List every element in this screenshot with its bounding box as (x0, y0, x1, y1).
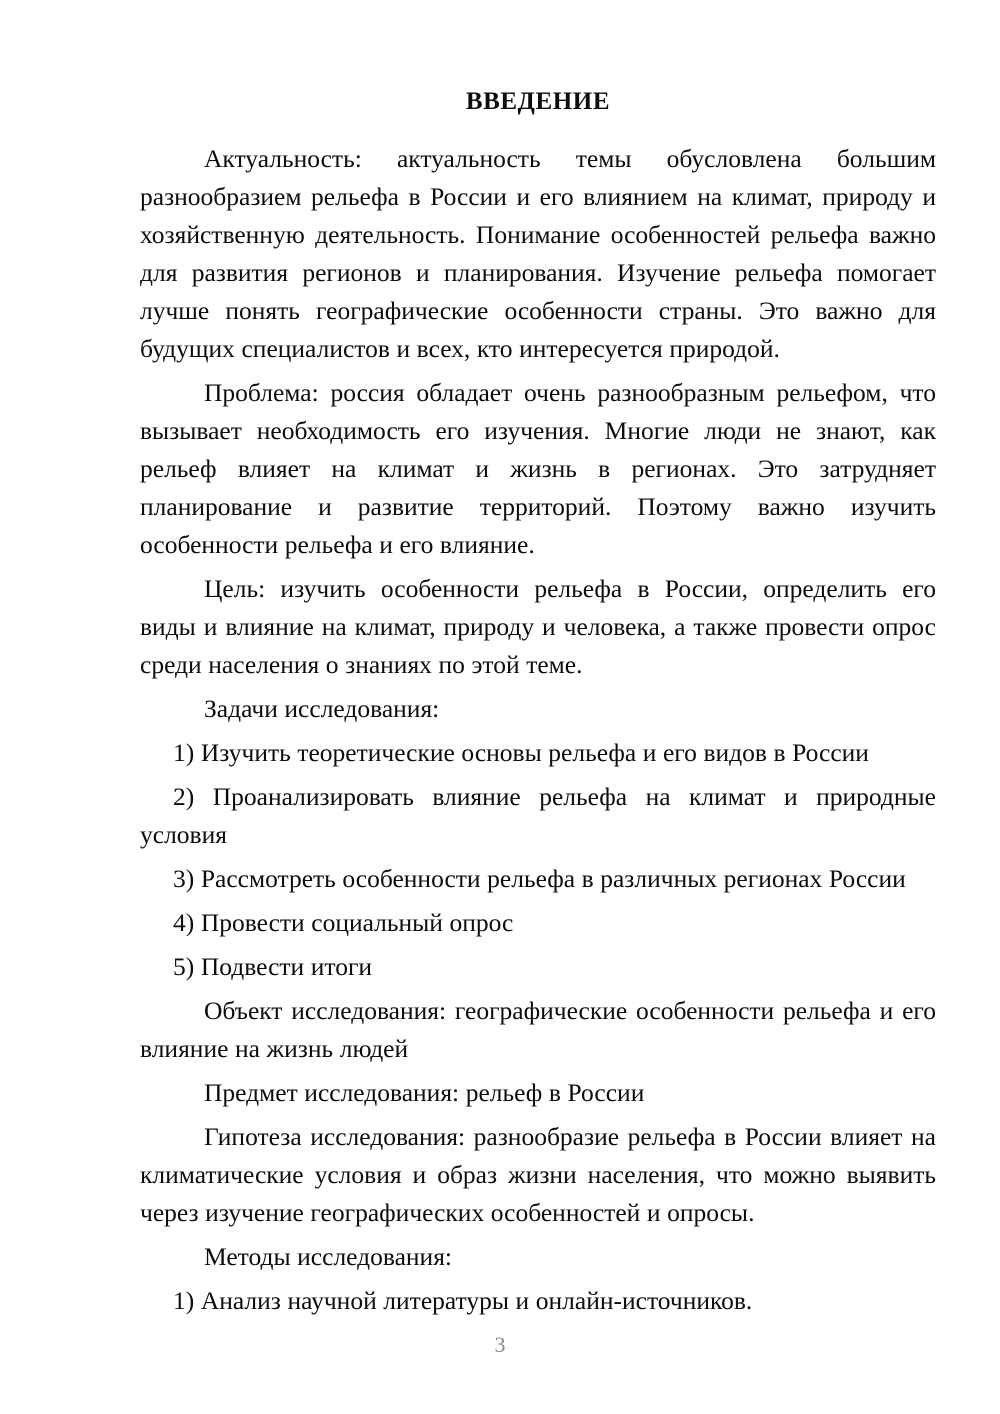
heading-tasks: Задачи исследования: (204, 694, 440, 724)
list-item-task-3: 3) Рассмотреть особенности рельефа в различных регионах России (173, 864, 906, 894)
paragraph-subject: Предмет исследования: рельеф в России (204, 1078, 645, 1108)
paragraph-hypothesis: Гипотеза исследования: разнообразие рельефа в России влияет на климатические условия и образ жизни населения, что можно выявить через изучение географических особенностей и опросы. (140, 1122, 936, 1228)
paragraph-relevance: Актуальность: актуальность темы обусловлена большим разнообразием рельефа в России и его влиянием на климат, природу и хозяйственную деятельность. Понимание особенностей рельефа важно для развития регионов и планирования. Изучение рельефа помогает лучше понять географические особенности страны. Это важно для будущих специалистов и всех, кто интересуется природой. (140, 144, 936, 364)
page-content (140, 86, 936, 1326)
list-item-method-1: 1) Анализ научной литературы и онлайн-источников. (173, 1286, 753, 1316)
list-item-task-2: 2) Проанализировать влияние рельефа на климат и природные условия (140, 782, 936, 850)
list-item-task-4: 4) Провести социальный опрос (173, 908, 514, 938)
page-title: ВВЕДЕНИЕ (465, 88, 611, 115)
page-number: 3 (494, 1332, 506, 1357)
paragraph-problem: Проблема: россия обладает очень разнообразным рельефом, что вызывает необходимость его изучения. Многие люди не знают, как рельеф влияет на климат и жизнь в регионах. Это затрудняет планирование и развитие территорий. Поэтому важно изучить особенности рельефа и его влияние. (140, 378, 936, 560)
list-item-task-1: 1) Изучить теоретические основы рельефа и его видов в России (173, 738, 869, 768)
heading-methods: Методы исследования: (204, 1242, 453, 1272)
list-item-task-5: 5) Подвести итоги (173, 952, 373, 982)
paragraph-goal: Цель: изучить особенности рельефа в России, определить его виды и влияние на климат, природу и человека, а также провести опрос среди населения о знаниях по этой теме. (140, 574, 936, 680)
paragraph-object: Объект исследования: географические особенности рельефа и его влияние на жизнь людей (140, 996, 936, 1064)
